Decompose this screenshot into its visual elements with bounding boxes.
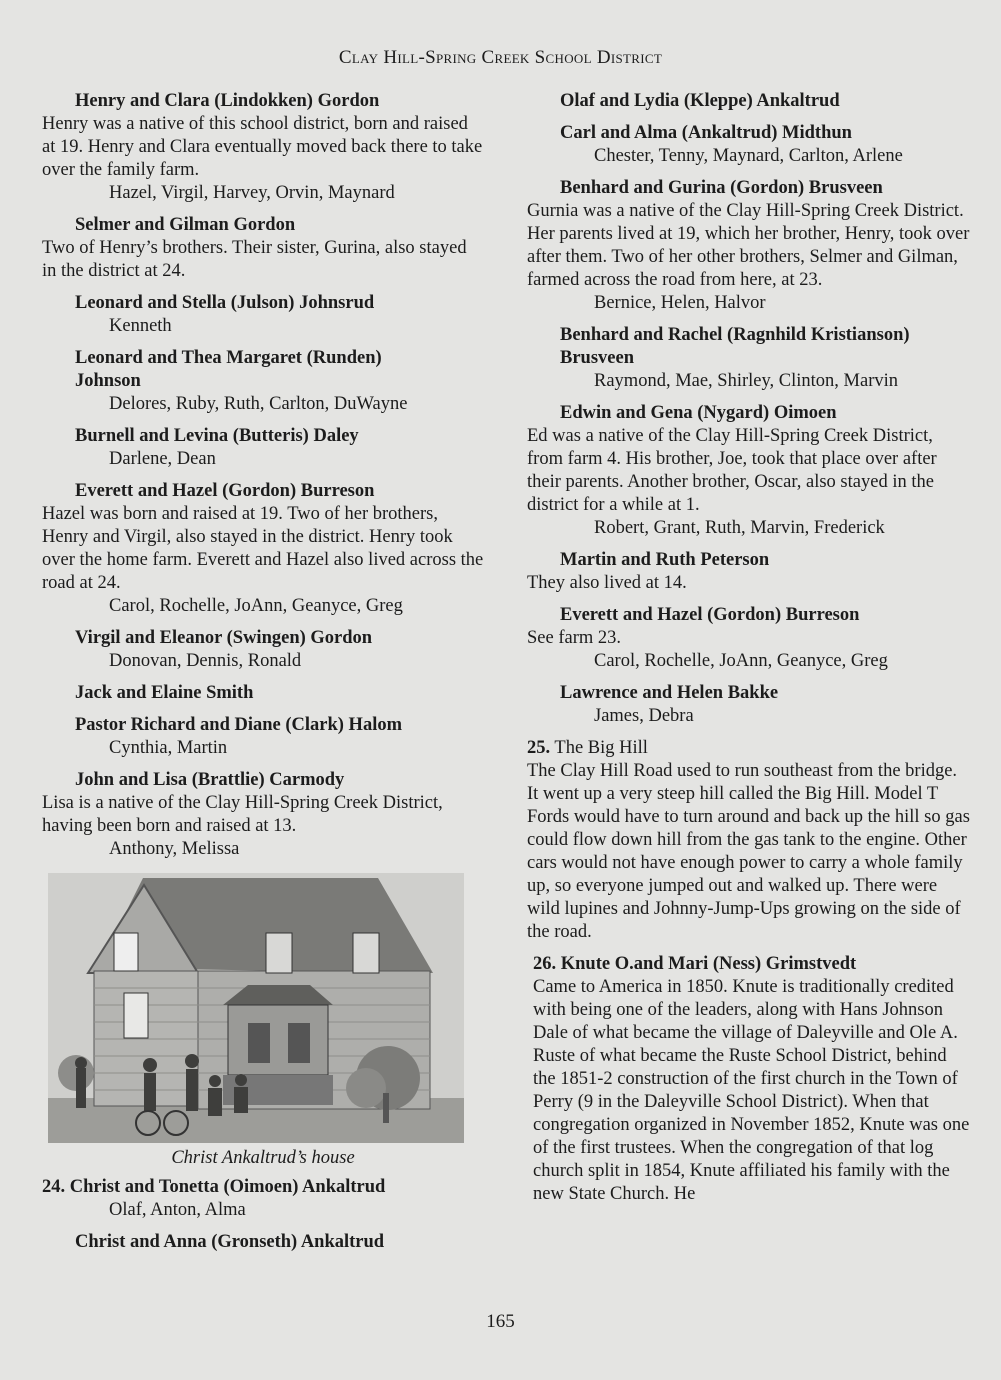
- farm-number: 24.: [42, 1177, 66, 1197]
- entry-heading: Christ and Anna (Gronseth) Ankaltrud: [75, 1232, 385, 1252]
- house-photo-illustration: [48, 873, 464, 1143]
- entry: [527, 324, 972, 393]
- entry-heading: Jack and Elaine Smith: [75, 683, 254, 703]
- entry-description: Ed was a native of the Clay Hill-Spring Creek District, from farm 4. His brother, Joe, took that place over after their parents. Another brother, Oscar, also stayed in the district for a while at 1.: [527, 426, 937, 515]
- entry-description: Hazel was born and raised at 19. Two of her brothers, Henry and Virgil, also stayed in the district. Henry took over the home farm. Everett and Hazel also lived across the road at 24.: [42, 504, 484, 593]
- entry-children: Darlene, Dean: [109, 449, 216, 469]
- entry-children: Anthony, Melissa: [109, 839, 240, 859]
- entry-children: Donovan, Dennis, Ronald: [109, 651, 302, 671]
- entry: [42, 214, 484, 283]
- entry: [527, 122, 972, 168]
- entry: [42, 425, 484, 471]
- entry-children: Carol, Rochelle, JoAnn, Geanyce, Greg: [594, 651, 888, 671]
- entry-heading: Pastor Richard and Diane (Clark) Halom: [75, 715, 403, 735]
- entry: [527, 177, 972, 315]
- entry-heading: Lawrence and Helen Bakke: [560, 683, 779, 703]
- entry: [42, 480, 484, 618]
- entry-heading: Benhard and Gurina (Gordon) Brusveen: [560, 178, 883, 198]
- entry-heading: Everett and Hazel (Gordon) Burreson: [75, 481, 375, 501]
- photo-caption: Christ Ankaltrud’s house: [171, 1148, 355, 1168]
- entry: [42, 682, 484, 705]
- page-number: 165: [486, 1311, 515, 1332]
- entry: [42, 1231, 484, 1254]
- entry-children: Chester, Tenny, Maynard, Carlton, Arlene: [594, 146, 903, 166]
- entry-heading: Olaf and Lydia (Kleppe) Ankaltrud: [560, 91, 840, 111]
- entry: [42, 347, 484, 416]
- section-title: The Big Hill: [554, 738, 648, 758]
- entry-heading: Selmer and Gilman Gordon: [75, 215, 296, 235]
- entry-heading: Carl and Alma (Ankaltrud) Midthun: [560, 123, 852, 143]
- entry-heading: Burnell and Levina (Butteris) Daley: [75, 426, 359, 446]
- entry: [42, 1176, 484, 1222]
- entry-description: Henry was a native of this school district, born and raised at 19. Henry and Clara eventually moved back there to take over the family farm.: [42, 114, 483, 180]
- entry-children: Olaf, Anton, Alma: [109, 1200, 246, 1220]
- entry: [527, 402, 972, 540]
- entry-heading-text: Christ and Tonetta (Oimoen) Ankaltrud: [69, 1177, 386, 1197]
- entry: [527, 90, 972, 113]
- section-heading: [527, 737, 972, 760]
- entry-children: Bernice, Helen, Halvor: [594, 293, 766, 313]
- entry-heading: Leonard and Thea Margaret (Runden) Johnson: [75, 348, 382, 391]
- house-photo: [48, 873, 464, 1143]
- entry-heading-text: Knute O.and Mari (Ness) Grimstvedt: [560, 954, 857, 974]
- entry-children: Robert, Grant, Ruth, Marvin, Frederick: [594, 518, 885, 538]
- entry: [527, 604, 972, 673]
- entry-heading: Virgil and Eleanor (Swingen) Gordon: [75, 628, 373, 648]
- entry-children: Raymond, Mae, Shirley, Clinton, Marvin: [594, 371, 899, 391]
- entry: [527, 953, 972, 1206]
- entry: [42, 714, 484, 760]
- entry: [527, 737, 972, 944]
- entry: [42, 90, 484, 205]
- entry-description: Lisa is a native of the Clay Hill-Spring Creek District, having been born and raised at 13.: [42, 793, 443, 836]
- entry-heading: Martin and Ruth Peterson: [560, 550, 770, 570]
- entry-children: Cynthia, Martin: [109, 738, 228, 758]
- entry-description: They also lived at 14.: [527, 573, 687, 593]
- entry-heading: Benhard and Rachel (Ragnhild Kristianson) Brusveen: [560, 325, 910, 368]
- farm-number: 25.: [527, 738, 551, 758]
- entry-description: Came to America in 1850. Knute is traditionally credited with being one of the leaders, along with Hans Johnson Dale of what became the village of Daleyville and Ole A. Ruste of what became the Ruste School District, behind the 1851-2 construction of the first church in the Town of Perry (9 in the Daleyville School District). When that congregation organized in November 1852, Knute was one of the first trustees. When the congregation of that log church split in 1854, Knute affiliated his family with the new State Church. He: [533, 977, 970, 1204]
- entry-description: Gurnia was a native of the Clay Hill-Spring Creek District. Her parents lived at 19, which her brother, Henry, took over after them. Two of her other brothers, Selmer and Gilman, farmed across the road from here, at 23.: [527, 201, 970, 290]
- running-head: Clay Hill-Spring Creek School District: [338, 47, 663, 68]
- entry-description: See farm 23.: [527, 628, 622, 648]
- left-column: [42, 90, 484, 1263]
- entry-heading: Everett and Hazel (Gordon) Burreson: [560, 605, 860, 625]
- right-column: [527, 90, 972, 1215]
- entry: [42, 292, 484, 338]
- entry-children: Kenneth: [109, 316, 172, 336]
- entry-description: Two of Henry’s brothers. Their sister, Gurina, also stayed in the district at 24.: [42, 238, 467, 281]
- entry-heading: Leonard and Stella (Julson) Johnsrud: [75, 293, 375, 313]
- entry-heading: Henry and Clara (Lindokken) Gordon: [75, 91, 380, 111]
- entry: [527, 549, 972, 595]
- farm-number: 26.: [533, 954, 557, 974]
- entry: [42, 627, 484, 673]
- entry: [42, 769, 484, 861]
- entry: [527, 682, 972, 728]
- entry-children: Hazel, Virgil, Harvey, Orvin, Maynard: [109, 183, 395, 203]
- entry-description: The Clay Hill Road used to run southeast from the bridge. It went up a very steep hill called the Big Hill. Model T Fords would have to turn around and back up the hill so gas could flow down hill from the gas tank to the engine. Other cars would not have enough power to carry a whole family up, so everyone jumped out and walked up. There were wild lupines and Johnny-Jump-Ups growing on the side of the road.: [527, 761, 970, 942]
- entry-children: Delores, Ruby, Ruth, Carlton, DuWayne: [109, 394, 408, 414]
- entry-heading: [42, 1176, 484, 1199]
- entry-children: Carol, Rochelle, JoAnn, Geanyce, Greg: [109, 596, 403, 616]
- entry-children: James, Debra: [594, 706, 694, 726]
- entry-heading: Edwin and Gena (Nygard) Oimoen: [560, 403, 837, 423]
- entry-heading: [533, 953, 972, 976]
- entry-heading: John and Lisa (Brattlie) Carmody: [75, 770, 345, 790]
